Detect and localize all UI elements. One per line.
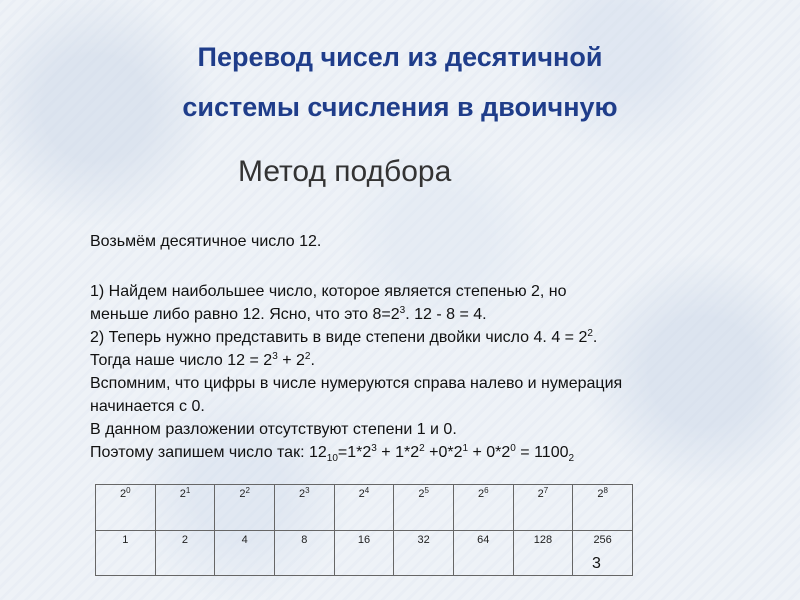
superscript: 3: [272, 351, 278, 362]
text-run: меньше либо равно 12. Ясно, что это 8=2: [90, 306, 400, 323]
superscript: 2: [587, 328, 593, 339]
power-header-cell: $2^2$: [215, 485, 275, 531]
title-line-2: системы счисления в двоичную: [182, 92, 618, 122]
value-row: [96, 530, 633, 576]
explanation-text: [90, 280, 622, 464]
power-value-cell: 1: [96, 530, 156, 576]
superscript: 2: [304, 351, 311, 362]
power-header-cell: $2^1$: [155, 485, 215, 531]
power-value-cell: 32: [394, 530, 454, 576]
superscript: 3: [399, 305, 406, 316]
power-header-cell: $2^7$: [513, 485, 573, 531]
superscript: 3: [371, 443, 377, 454]
text-run: + 0*2: [468, 444, 511, 461]
powers-of-two-table: [95, 484, 633, 576]
power-header-cell: $2^0$: [96, 485, 156, 531]
intro-text: Возьмём десятичное число 12.: [90, 233, 322, 250]
power-value-cell: 256: [573, 530, 633, 576]
text-run: 1) Найдем наибольшее число, которое является степенью 2, но: [90, 283, 567, 300]
exponent-row: [96, 485, 633, 531]
explanation-line: [90, 418, 622, 441]
text-run: начинается с 0.: [90, 398, 205, 415]
title-line-1: Перевод чисел из десятичной: [197, 42, 603, 72]
power-value-cell: 2: [155, 530, 215, 576]
text-run: .: [310, 352, 315, 369]
text-run: =1*2: [337, 444, 372, 461]
subscript: 2: [568, 453, 575, 464]
text-run: = 1100: [515, 444, 569, 461]
power-value-cell: 4: [215, 530, 275, 576]
power-header-cell: $2^6$: [453, 485, 513, 531]
text-run: .: [592, 329, 598, 346]
explanation-line: [90, 349, 622, 372]
power-value-cell: 8: [274, 530, 334, 576]
superscript: 0: [510, 443, 516, 454]
explanation-line: [90, 280, 622, 303]
power-header-cell: $2^3$: [274, 485, 334, 531]
power-header-cell: $2^4$: [334, 485, 394, 531]
subscript: 10: [326, 453, 338, 464]
explanation-line: [90, 372, 622, 395]
power-value-cell: 16: [334, 530, 394, 576]
text-run: Поэтому запишем число так: 12: [90, 444, 327, 461]
superscript: 2: [419, 443, 425, 454]
text-run: Вспомним, что цифры в числе нумеруются справа налево и нумерация: [90, 375, 623, 392]
slide-number: 3: [592, 555, 601, 572]
power-header-cell: $2^5$: [394, 485, 454, 531]
text-run: В данном разложении отсутствуют степени 1 и 0.: [90, 421, 457, 438]
text-run: + 2: [277, 352, 305, 369]
explanation-line: [90, 395, 622, 418]
text-run: + 1*2: [376, 444, 420, 461]
power-value-cell: 128: [513, 530, 573, 576]
text-run: . 12 - 8 = 4.: [405, 306, 487, 323]
subtitle: Метод подбора: [238, 155, 452, 188]
text-run: 2) Теперь нужно представить в виде степени двойки число 4. 4 = 2: [90, 329, 588, 346]
text-run: +0*2: [424, 444, 463, 461]
text-run: Тогда наше число 12 = 2: [90, 352, 273, 369]
explanation-line: [90, 441, 622, 464]
explanation-line: [90, 303, 622, 326]
superscript: 1: [462, 443, 469, 454]
explanation-line: [90, 326, 622, 349]
power-header-cell: $2^8$: [573, 485, 633, 531]
power-value-cell: 64: [453, 530, 513, 576]
